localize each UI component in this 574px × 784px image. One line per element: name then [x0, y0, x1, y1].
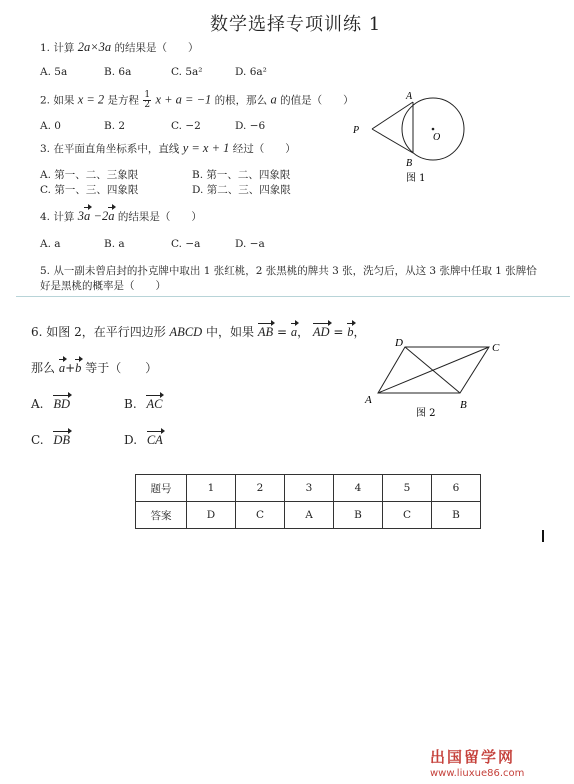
section-divider — [16, 296, 570, 297]
q3-expression: y = x + 1 — [182, 141, 230, 155]
q6-option-a — [31, 396, 70, 412]
q4-option-c: C. −a — [171, 238, 201, 250]
q6-end: ， — [353, 325, 366, 339]
q6-option-c — [31, 432, 70, 448]
table-header-label: 题号 — [136, 475, 187, 502]
figure-2-diagonal-ac — [378, 347, 489, 393]
q4-option-d: D. −a — [235, 238, 265, 250]
q2-option-a: A. 0 — [40, 120, 61, 132]
fig1-caption: 图 1 — [406, 173, 426, 184]
page-title: 数学选择专项训练 1 — [210, 14, 382, 35]
watermark — [430, 746, 524, 779]
q6-option-d — [124, 432, 163, 448]
q3-option-c: C. 第一、三、四象限 — [40, 184, 139, 196]
answer-table-header-row — [136, 475, 481, 502]
fig2-label-a: A — [365, 394, 372, 406]
text-cursor — [542, 530, 544, 542]
q2-prefix: 2. 如果 — [40, 94, 75, 107]
q2-expression-b: x + a = −1 — [155, 92, 212, 107]
fig1-label-p: P — [353, 125, 360, 136]
q6-vector-b: b — [347, 325, 354, 339]
q4-suffix: 的结果是（ ） — [117, 211, 202, 223]
q3-suffix: 经过（ ） — [232, 143, 296, 155]
watermark-brand: 出国留学网 — [430, 748, 516, 766]
figure-1 — [348, 88, 468, 186]
q6-equals-1: = — [273, 325, 291, 339]
fig2-label-d: D — [395, 337, 403, 349]
q4-coef-a: 3 — [77, 209, 84, 223]
q6-line2-prefix: 那么 — [31, 361, 56, 375]
table-answer: D — [187, 502, 236, 529]
figure-1-tangent-pa — [372, 102, 413, 129]
q1-expression: 2a×3a — [77, 40, 112, 54]
q4-option-b: B. a — [104, 238, 125, 250]
q6-option-d-label: D. — [124, 433, 138, 447]
fig2-label-b: B — [460, 399, 467, 411]
q3-prefix: 3. 在平面直角坐标系中，直线 — [40, 143, 180, 155]
q2-variable: a — [270, 92, 277, 107]
table-answer: C — [236, 502, 285, 529]
q6-equals-2: = — [329, 325, 348, 339]
q6-vector-ab: AB — [257, 325, 274, 339]
q6-vector-ad: AD — [312, 325, 330, 339]
q5-line-2: 好是黑桃的概率是（ ） — [40, 280, 166, 292]
q6-shape-name: ABCD — [169, 325, 203, 339]
q3-option-b: B. 第一、二、四象限 — [192, 169, 291, 181]
fig1-label-b: B — [406, 158, 413, 169]
q4-prefix: 4. 计算 — [40, 211, 75, 223]
q4-option-a: A. a — [40, 238, 61, 250]
q4-vector-a: a — [83, 209, 91, 223]
question-3 — [40, 141, 296, 156]
q1-suffix: 的结果是（ ） — [114, 42, 199, 54]
table-number: 5 — [383, 475, 432, 502]
q4-coef-b: −2 — [93, 209, 109, 223]
q6-mid: 中，如果 — [206, 325, 255, 339]
table-answer: B — [334, 502, 383, 529]
question-2 — [40, 91, 354, 110]
q6-option-c-label: C. — [31, 433, 44, 447]
table-answer-label: 答案 — [136, 502, 187, 529]
question-1 — [40, 40, 198, 55]
figure-1-tangent-pb — [372, 129, 413, 153]
fig2-caption: 图 2 — [416, 408, 436, 419]
table-number: 3 — [285, 475, 334, 502]
q6-line2-vector-a: a — [58, 361, 66, 375]
q6-option-a-vector: BD — [53, 397, 70, 411]
fig1-label-o: O — [433, 132, 441, 143]
answer-table-answer-row — [136, 502, 481, 529]
table-answer: B — [432, 502, 481, 529]
q6-option-c-vector: DB — [53, 433, 71, 447]
q1-option-b: B. 6a — [104, 66, 132, 78]
question-6 — [31, 323, 366, 340]
table-number: 4 — [334, 475, 383, 502]
q6-option-a-label: A. — [31, 397, 44, 411]
figure-2-diagonal-db — [405, 347, 460, 393]
q6-option-b-vector: AC — [146, 397, 163, 411]
q6-option-b-label: B. — [124, 397, 137, 411]
q4-vector-b: a — [108, 209, 115, 223]
q2-expression-a: x = 2 — [77, 92, 105, 107]
q6-option-d-vector: CA — [146, 433, 163, 447]
q6-option-b — [124, 396, 162, 412]
q1-option-a: A. 5a — [40, 66, 68, 78]
q5-line-1: 5. 从一副未曾启封的扑克牌中取出 1 张红桃，2 张黑桃的牌共 3 张，洗匀后，从这 3 张牌中任取 1 张牌恰 — [40, 265, 537, 277]
q2-fraction-numerator: 1 — [144, 90, 151, 100]
q1-option-d: D. 6a² — [235, 66, 267, 78]
q2-mid: 是方程 — [107, 94, 140, 107]
question-4 — [40, 208, 202, 224]
fig1-label-a: A — [406, 91, 413, 102]
q6-separator: ， — [297, 325, 310, 339]
q6-prefix: 6. 如图 2，在平行四边形 — [31, 325, 166, 339]
q6-line2-suffix: 等于（ ） — [85, 361, 158, 375]
table-number: 6 — [432, 475, 481, 502]
q2-option-b: B. 2 — [104, 120, 126, 132]
q6-line-2 — [31, 359, 157, 376]
watermark-url: www.liuxue86.com — [430, 768, 525, 779]
q2-fraction-denominator: 2 — [144, 100, 151, 110]
figure-2 — [360, 335, 510, 425]
q2-option-c: C. −2 — [171, 120, 201, 132]
answer-table — [135, 474, 481, 529]
q6-line2-vector-b: b — [75, 361, 82, 375]
q3-option-a: A. 第一、二、三象限 — [40, 169, 139, 181]
q1-prefix: 1. 计算 — [40, 42, 75, 54]
fig2-label-c: C — [492, 342, 500, 354]
q6-vector-a: a — [290, 325, 298, 339]
q3-option-d: D. 第二、三、四象限 — [192, 184, 291, 196]
q2-suffix-b: 的值是（ ） — [280, 94, 354, 107]
table-answer: A — [285, 502, 334, 529]
table-number: 2 — [236, 475, 285, 502]
q2-option-d: D. −6 — [235, 120, 266, 132]
q6-line2-plus: + — [65, 361, 76, 375]
figure-1-center-dot — [432, 128, 435, 131]
q1-option-c: C. 5a² — [171, 66, 203, 78]
q2-fraction — [143, 91, 151, 110]
table-answer: C — [383, 502, 432, 529]
q2-suffix-a: 的根，那么 — [214, 94, 268, 107]
table-number: 1 — [187, 475, 236, 502]
